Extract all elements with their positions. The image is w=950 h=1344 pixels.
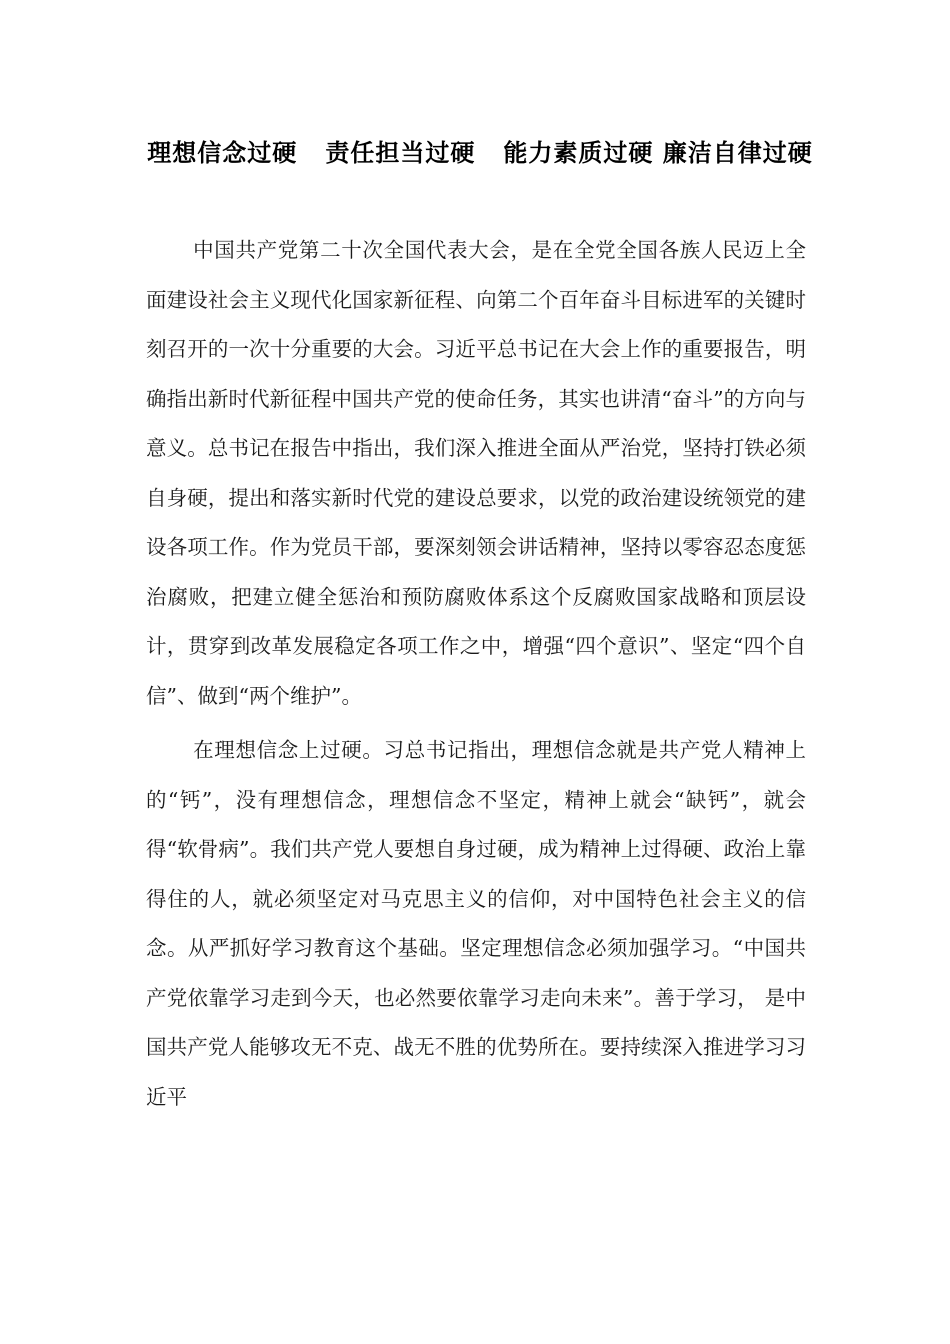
paragraph-ideals-faith: 在理想信念上过硬。习总书记指出，理想信念就是共产党人精神上的“钙”，没有理想信念，理想信念不坚定，精神上就会“缺钙”，就会得“软骨病”。我们共产党人要想自身过硬，成为精神上过得硬、政治上靠得住的人，就必须坚定对马克思主义的信仰，对中国特色社会主义的信念。从严抓好学习教育这个基础。坚定理想信念必须加强学习。“中国共产党依靠学习走到今天，也必然要依靠学习走向未来”。善于学习， 是中国共产党人能够攻无不克、战无不胜的优势所在。要持续深入推进学习习近平 <box>146 738 806 1109</box>
document-body <box>146 226 806 1127</box>
paragraph-intro: 中国共产党第二十次全国代表大会，是在全党全国各族人民迈上全面建设社会主义现代化国家新征程、向第二个百年奋斗目标进军的关键时刻召开的一次十分重要的大会。习近平总书记在大会上作的重要报告，明确指出新时代新征程中国共产党的使命任务，其实也讲清“奋斗”的方向与意义。总书记在报告中指出，我们深入推进全面从严治党，坚持打铁必须自身硬，提出和落实新时代党的建设总要求，以党的政治建设统领党的建设各项工作。作为党员干部，要深刻领会讲话精神，坚持以零容忍态度惩治腐败，把建立健全惩治和预防腐败体系这个反腐败国家战略和顶层设计，贯穿到改革发展稳定各项工作之中，增强“四个意识”、坚定“四个自信”、做到“两个维护”。 <box>146 238 806 708</box>
document-title: 理想信念过硬 责任担当过硬 能力素质过硬 廉洁自律过硬 <box>147 138 813 167</box>
